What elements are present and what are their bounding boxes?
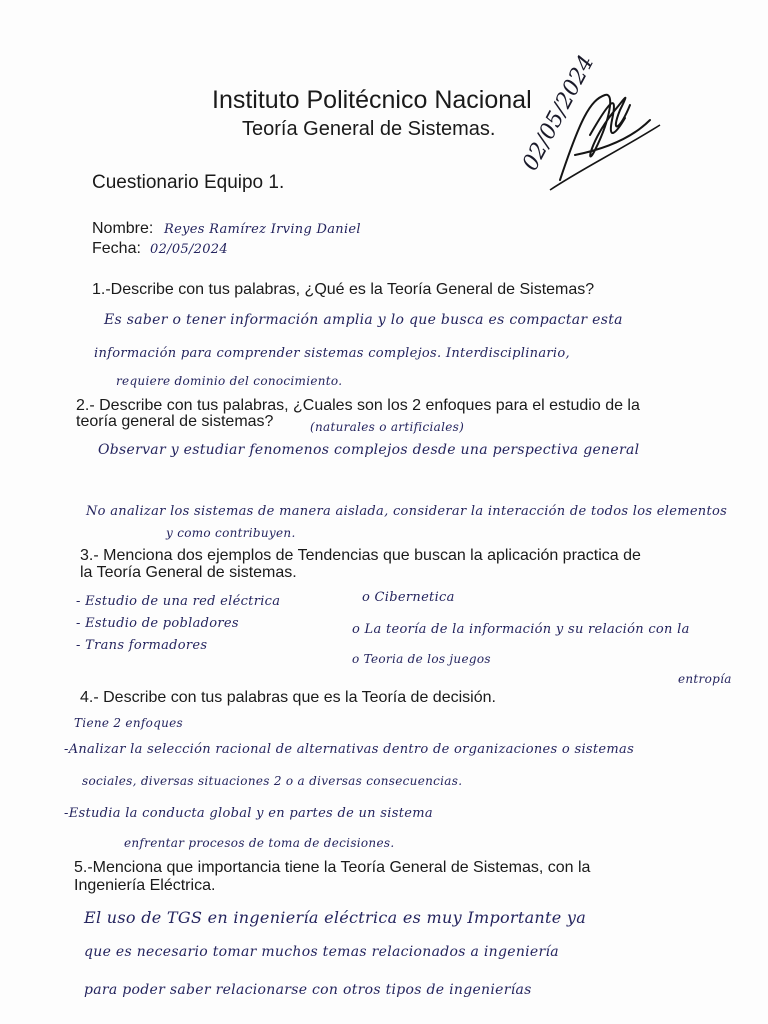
date-label: Fecha: — [92, 240, 141, 257]
answer-4-line-2: -Analizar la selección racional de alternativas dentro de organizaciones o sistemas — [64, 742, 635, 757]
course-title: Teoría General de Sistemas. — [242, 118, 496, 140]
question-3-line-2: la Teoría General de sistemas. — [80, 564, 297, 581]
answer-5-line-1: El uso de TGS en ingeniería eléctrica es muy Importante ya — [84, 908, 587, 927]
answer-5-line-3: para poder saber relacionarse con otros tipos de ingenierías — [84, 982, 532, 998]
answer-2-line-2: No analizar los sistemas de manera aislada, considerar la interacción de todos los elementos — [86, 504, 728, 519]
date-value: 02/05/2024 — [150, 242, 228, 257]
institution-title: Instituto Politécnico Nacional — [212, 86, 532, 114]
answer-3-right-4: o Teoria de los juegos — [352, 652, 491, 666]
question-1: 1.-Describe con tus palabras, ¿Qué es la Teoría General de Sistemas? — [92, 281, 595, 298]
question-4: 4.- Describe con tus palabras que es la Teoría de decisión. — [80, 689, 496, 706]
question-5-line-1: 5.-Menciona que importancia tiene la Teoría General de Sistemas, con la — [74, 859, 591, 876]
quiz-title: Cuestionario Equipo 1. — [92, 172, 285, 193]
answer-4-line-5: enfrentar procesos de toma de decisiones. — [124, 836, 395, 850]
answer-2-line-3: y como contribuyen. — [166, 526, 296, 540]
answer-3-right-3: entropía — [678, 672, 732, 686]
question-5-line-2: Ingeniería Eléctrica. — [74, 877, 216, 894]
question-2-line-1: 2.- Describe con tus palabras, ¿Cuales son los 2 enfoques para el estudio de la — [76, 397, 640, 414]
answer-3-left-3: - Trans formadores — [76, 638, 208, 653]
answer-3-left-1: - Estudio de una red eléctrica — [76, 594, 281, 609]
answer-3-right-2: o La teoría de la información y su relación con la — [352, 622, 690, 637]
answer-5-line-2: que es necesario tomar muchos temas relacionados a ingeniería — [84, 944, 559, 960]
question-3-line-1: 3.- Menciona dos ejemplos de Tendencias que buscan la aplicación practica de — [80, 547, 641, 564]
answer-4-line-3: sociales, diversas situaciones 2 o a diversas consecuencias. — [82, 774, 463, 788]
question-2-line-2: teoría general de sistemas? — [76, 413, 274, 430]
answer-1-line-2: información para comprender sistemas complejos. Interdisciplinario, — [94, 346, 570, 361]
answer-2-note: (naturales o artificiales) — [310, 420, 465, 434]
answer-4-line-4: -Estudia la conducta global y en partes de un sistema — [64, 806, 433, 821]
answer-2-line-1: Observar y estudiar fenomenos complejos desde una perspectiva general — [98, 442, 640, 458]
answer-3-right-1: o Cibernetica — [362, 590, 455, 605]
answer-4-line-1: Tiene 2 enfoques — [74, 716, 184, 730]
answer-1-line-1: Es saber o tener información amplia y lo que busca es compactar esta — [104, 312, 623, 328]
signature-date: 02/05/2024 — [517, 51, 600, 175]
answer-1-line-3: requiere dominio del conocimiento. — [116, 374, 343, 388]
answer-3-left-2: - Estudio de pobladores — [76, 616, 239, 631]
name-label: Nombre: — [92, 220, 154, 237]
name-value: Reyes Ramírez Irving Daniel — [164, 222, 361, 237]
